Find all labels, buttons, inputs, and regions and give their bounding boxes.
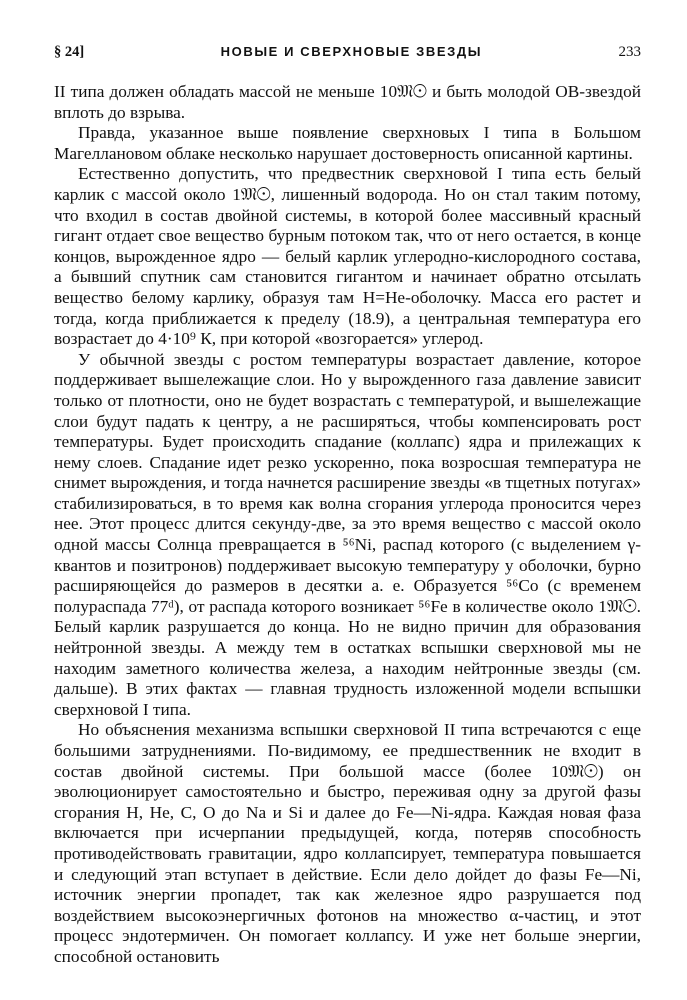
paragraph: Правда, указанное выше появление сверхновых I типа в Большом Магеллановом облаке несколько нарушает достоверность описанной картины. [54,123,641,163]
page-body [54,82,641,968]
chapter-title: НОВЫЕ И СВЕРХНОВЫЕ ЗВЕЗДЫ [220,44,483,59]
paragraph-continued: II типа должен обладать массой не меньше 10𝔐☉ и быть молодой OB-звездой вплоть до взрыва. [54,82,641,122]
section-marker: § 24] [54,44,85,60]
running-header [54,44,641,68]
paragraph: Но объяснения механизма вспышки сверхновой II типа встречаются с еще большими затруднениями. По-видимому, ее предшественник не входит в состав двойной системы. При большой массе (более 10𝔐☉) он эволюционирует самостоятельно и быстро, переживая одну за другой фазы сгорания H, He, C, O до Na и Si и далее до Fe—Ni-ядра. Каждая новая фаза включается при исчерпании предыдущей, когда, потеряв способность противодействовать гравитации, ядро коллапсирует, температура повышается и следующий этап вступает в действие. Если дело дойдет до фазы Fe—Ni, источник энергии пропадет, так как железное ядро разрушается под воздействием высокоэнергичных фотонов на множество α-частиц, и этот процесс эндотермичен. Он помогает коллапсу. И уже нет больше энергии, способной остановить [54,720,641,966]
page-number: 233 [618,44,641,60]
paragraph: У обычной звезды с ростом температуры возрастает давление, которое поддерживает вышележащие слои. Но у вырожденного газа давление зависит только от плотности, оно не будет возрастать с температурой, и вышележащие слои будут падать к центру, а не расширяться, чтобы компенсировать рост температуры. Будет происходить спадание (коллапс) ядра и прилежащих к нему слоев. Спадание идет резко ускоренно, пока возросшая температура не снимет вырождения, и тогда начнется расширение звезды «в тщетных потугах» стабилизироваться, в то время как волна сгорания углерода проносится через нее. Этот процесс длится секунду-две, за это время вещество с массой около одной массы Солнца превращается в ⁵⁶Ni, распад которого (с выделением γ-квантов и позитронов) поддерживает высокую температуру у оболочки, бурно расширяющейся до размеров в десятки а. е. Образуется ⁵⁶Co (с временем полураспада 77ᵈ), от распада которого возникает ⁵⁶Fe в количестве около 1𝔐☉. Белый карлик разрушается до конца. Но не видно причин для образования нейтронной звезды. А между тем в остатках вспышки сверхновой мы не находим заметного количества железа, а находим нейтронные звезды (см. дальше). В этих фактах — главная трудность изложенной модели вспышки сверхновой I типа. [54,349,641,719]
paragraph: Естественно допустить, что предвестник сверхновой I типа есть белый карлик с массой около 1𝔐☉, лишенный водорода. Но он стал таким потому, что входил в состав двойной системы, в которой более массивный красный гигант отдает свое вещество бурным потоком так, что от него остается, в конце концов, вырожденное ядро — белый карлик углеродно-кислородного состава, а бывший спутник сам становится гигантом и начинает обратно отсылать вещество белому карлику, образуя там H=He-оболочку. Масса его растет и тогда, когда приближается к пределу (18.9), а центральная температура его возрастает до 4·10⁹ К, при которой «возгорается» углерод. [54,164,641,349]
